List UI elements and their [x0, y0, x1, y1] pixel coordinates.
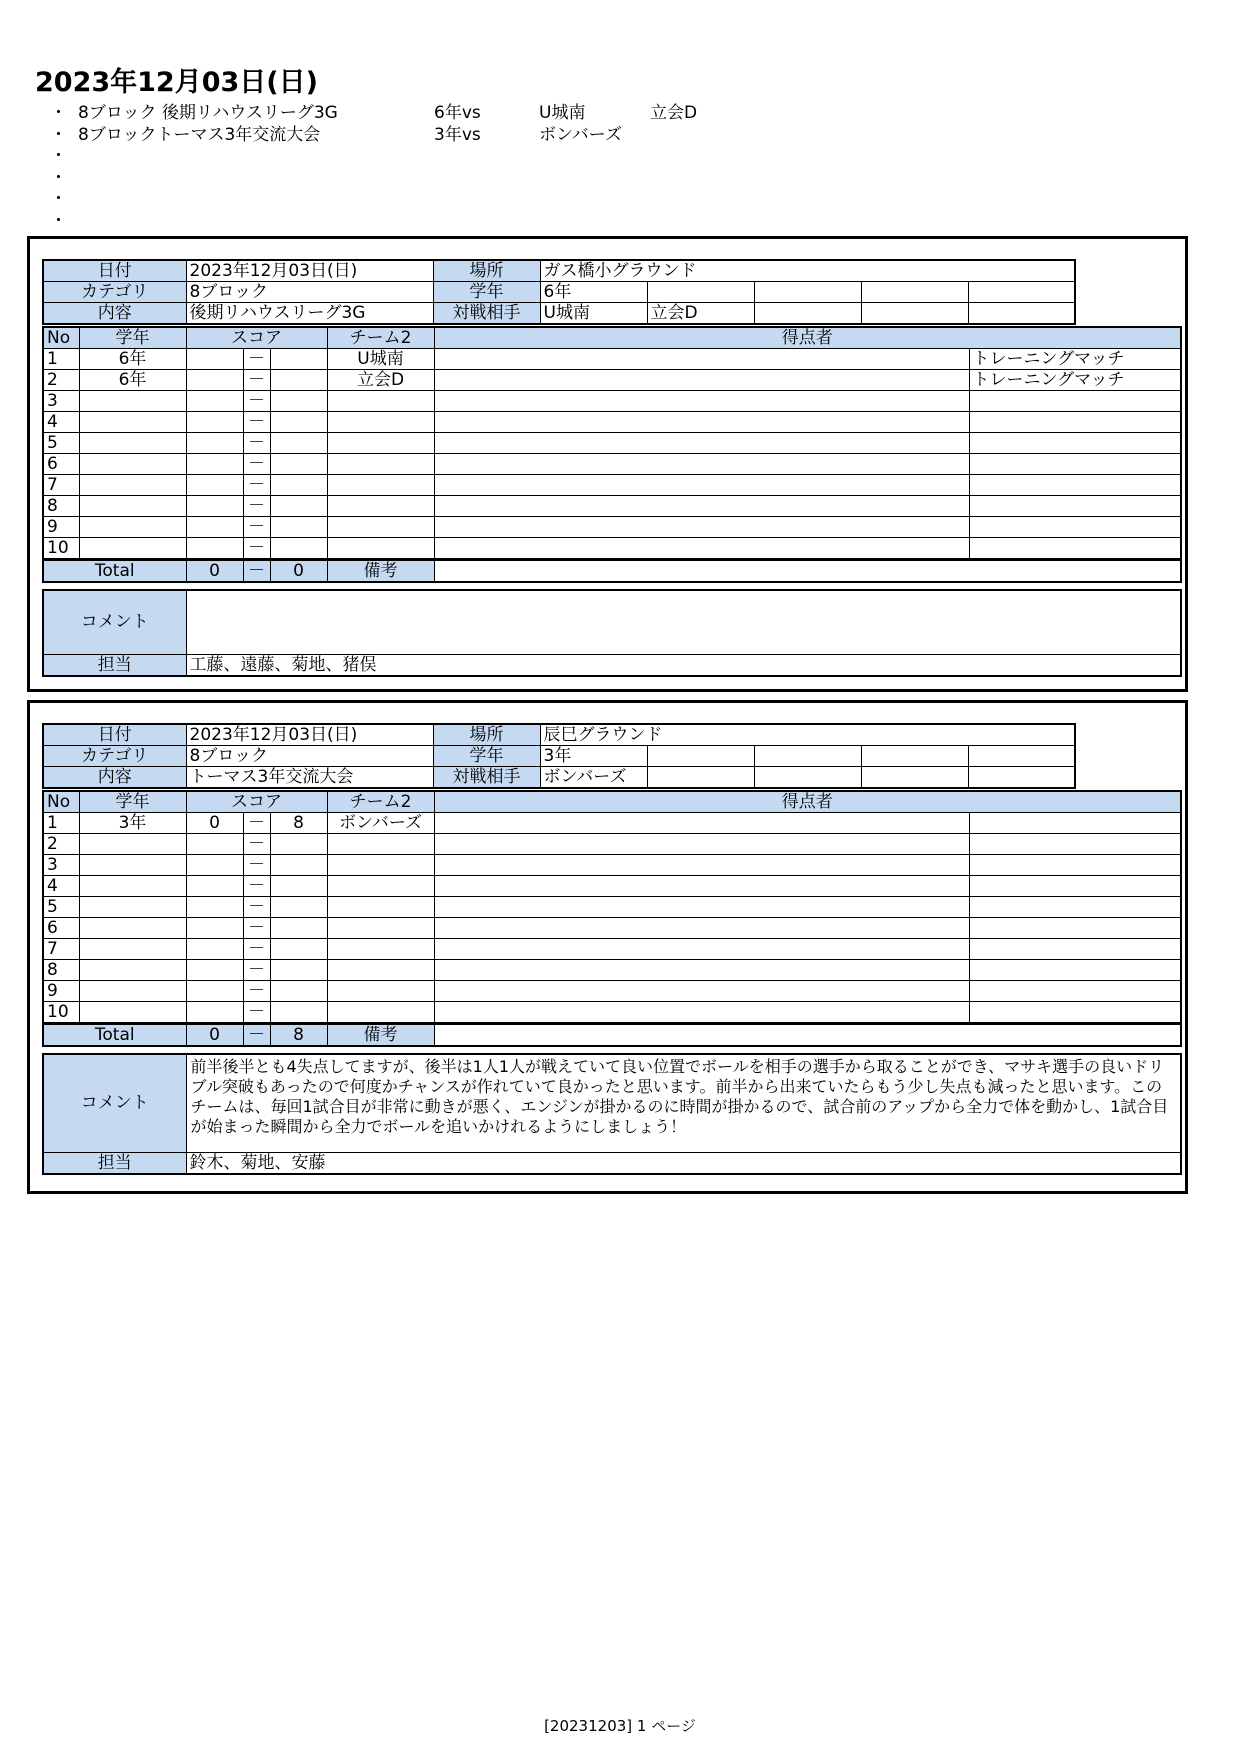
row-team2: ボンバーズ	[327, 813, 434, 834]
scorer-header: 得点者	[434, 791, 1181, 813]
results-table	[42, 326, 1182, 560]
empty-cell	[647, 746, 754, 767]
row-score-home	[186, 960, 243, 981]
row-score-away	[270, 370, 327, 391]
row-no: 10	[43, 1002, 79, 1024]
total-home: 0	[186, 1024, 243, 1046]
total-dash: －	[243, 1024, 270, 1046]
row-note	[969, 496, 1181, 517]
empty-cell	[754, 282, 861, 303]
staff-label: 担当	[43, 654, 186, 676]
empty-cell	[861, 767, 968, 789]
row-scorer	[434, 918, 969, 939]
row-grade	[79, 496, 186, 517]
row-note	[969, 538, 1181, 560]
row-score-dash: －	[243, 813, 270, 834]
row-score-home	[186, 496, 243, 517]
row-score-home	[186, 370, 243, 391]
staff-value: 鈴木、菊地、安藤	[186, 1152, 1181, 1174]
comment-table	[42, 589, 1182, 677]
empty-cell	[968, 767, 1075, 789]
row-score-home	[186, 1002, 243, 1024]
row-note: トレーニングマッチ	[969, 349, 1181, 370]
row-score-away	[270, 855, 327, 876]
row-score-away	[270, 876, 327, 897]
row-scorer	[434, 517, 969, 538]
row-score-dash: －	[243, 897, 270, 918]
row-grade	[79, 897, 186, 918]
bullet: ・	[50, 189, 67, 209]
page-title: 2023年12月03日(日)	[35, 67, 318, 98]
row-scorer	[434, 538, 969, 560]
summary-event: 8ブロックトーマス3年交流大会	[78, 124, 321, 145]
row-team2	[327, 981, 434, 1002]
row-scorer	[434, 897, 969, 918]
row-no: 8	[43, 960, 79, 981]
row-score-dash: －	[243, 1002, 270, 1024]
summary-opponent: U城南	[539, 103, 586, 123]
row-team2: U城南	[327, 349, 434, 370]
team2-header: チーム2	[327, 791, 434, 813]
total-away: 8	[270, 1024, 327, 1046]
opponent-value: ボンバーズ	[540, 767, 647, 789]
row-note	[969, 876, 1181, 897]
team2-header: チーム2	[327, 327, 434, 349]
remarks-label: 備考	[327, 560, 434, 582]
row-score-home	[186, 981, 243, 1002]
row-score-dash: －	[243, 496, 270, 517]
row-score-dash: －	[243, 370, 270, 391]
row-grade	[79, 454, 186, 475]
place-value: ガス橋小グラウンド	[540, 260, 1075, 282]
total-table	[42, 1023, 1182, 1047]
row-score-home	[186, 475, 243, 496]
row-grade	[79, 918, 186, 939]
comment-table	[42, 1053, 1182, 1175]
grade-value: 3年	[540, 746, 647, 767]
row-grade: 6年	[79, 349, 186, 370]
remarks-value	[434, 560, 1181, 582]
row-scorer	[434, 349, 969, 370]
row-grade	[79, 433, 186, 454]
table-row	[43, 918, 1181, 939]
row-score-dash: －	[243, 391, 270, 412]
row-grade	[79, 391, 186, 412]
row-no: 7	[43, 475, 79, 496]
table-row	[43, 517, 1181, 538]
content-value: トーマス3年交流大会	[186, 767, 433, 789]
row-score-home	[186, 412, 243, 433]
match-info-table	[42, 259, 1076, 325]
row-no: 5	[43, 433, 79, 454]
row-score-home	[186, 454, 243, 475]
row-no: 9	[43, 981, 79, 1002]
row-team2	[327, 834, 434, 855]
row-score-away: 8	[270, 813, 327, 834]
row-note	[969, 918, 1181, 939]
row-score-dash: －	[243, 939, 270, 960]
row-scorer	[434, 981, 969, 1002]
row-grade	[79, 960, 186, 981]
score-header: スコア	[186, 327, 327, 349]
row-score-dash: －	[243, 433, 270, 454]
row-note	[969, 1002, 1181, 1024]
summary-opponent: ボンバーズ	[539, 124, 622, 145]
table-row	[43, 1002, 1181, 1024]
row-no: 2	[43, 370, 79, 391]
empty-cell	[754, 303, 861, 325]
row-score-away	[270, 433, 327, 454]
row-team2	[327, 454, 434, 475]
total-label: Total	[43, 1024, 186, 1046]
row-note	[969, 939, 1181, 960]
match-info-table	[42, 723, 1076, 789]
row-score-home: 0	[186, 813, 243, 834]
row-score-away	[270, 349, 327, 370]
row-note	[969, 391, 1181, 412]
row-no: 3	[43, 391, 79, 412]
row-note	[969, 855, 1181, 876]
row-scorer	[434, 939, 969, 960]
scorer-header: 得点者	[434, 327, 1181, 349]
row-scorer	[434, 834, 969, 855]
opponent-label: 対戦相手	[433, 303, 540, 325]
row-score-home	[186, 939, 243, 960]
content-value: 後期リハウスリーグ3G	[186, 303, 433, 325]
table-row	[43, 876, 1181, 897]
grade-label: 学年	[433, 746, 540, 767]
row-score-dash: －	[243, 855, 270, 876]
empty-cell	[647, 282, 754, 303]
empty-cell	[968, 746, 1075, 767]
table-row	[43, 433, 1181, 454]
row-scorer	[434, 855, 969, 876]
date-label: 日付	[43, 724, 186, 746]
row-score-away	[270, 960, 327, 981]
row-scorer	[434, 454, 969, 475]
row-score-away	[270, 981, 327, 1002]
total-label: Total	[43, 560, 186, 582]
row-team2	[327, 1002, 434, 1024]
row-grade	[79, 939, 186, 960]
row-score-dash: －	[243, 834, 270, 855]
row-scorer	[434, 370, 969, 391]
row-no: 4	[43, 412, 79, 433]
table-row	[43, 454, 1181, 475]
table-row	[43, 496, 1181, 517]
table-row	[43, 349, 1181, 370]
row-grade	[79, 855, 186, 876]
remarks-label: 備考	[327, 1024, 434, 1046]
row-score-away	[270, 475, 327, 496]
grade-value: 6年	[540, 282, 647, 303]
empty-cell	[861, 746, 968, 767]
category-label: カテゴリ	[43, 282, 186, 303]
row-grade	[79, 1002, 186, 1024]
table-row	[43, 939, 1181, 960]
grade-label: 学年	[433, 282, 540, 303]
row-note	[969, 475, 1181, 496]
row-note	[969, 412, 1181, 433]
table-row	[43, 538, 1181, 560]
category-label: カテゴリ	[43, 746, 186, 767]
row-grade	[79, 517, 186, 538]
row-note	[969, 834, 1181, 855]
row-note	[969, 517, 1181, 538]
date-label: 日付	[43, 260, 186, 282]
row-grade	[79, 834, 186, 855]
row-note	[969, 981, 1181, 1002]
row-team2	[327, 496, 434, 517]
summary-grade: 6年vs	[434, 103, 481, 123]
comment-text	[186, 590, 1181, 654]
row-scorer	[434, 391, 969, 412]
category-value: 8ブロック	[186, 282, 433, 303]
row-scorer	[434, 412, 969, 433]
row-team2	[327, 918, 434, 939]
row-grade: 3年	[79, 813, 186, 834]
bullet: ・	[50, 146, 67, 166]
row-score-home	[186, 538, 243, 560]
staff-label: 担当	[43, 1152, 186, 1174]
table-row	[43, 855, 1181, 876]
opponent-label: 対戦相手	[433, 767, 540, 789]
row-score-away	[270, 412, 327, 433]
row-team2	[327, 433, 434, 454]
opponent-value: U城南	[540, 303, 647, 325]
table-row	[43, 981, 1181, 1002]
row-note	[969, 813, 1181, 834]
row-scorer	[434, 960, 969, 981]
row-score-away	[270, 454, 327, 475]
date-value: 2023年12月03日(日)	[186, 260, 433, 282]
row-score-dash: －	[243, 981, 270, 1002]
total-table	[42, 559, 1182, 583]
row-scorer	[434, 433, 969, 454]
grade-header: 学年	[79, 327, 186, 349]
row-score-away	[270, 918, 327, 939]
row-score-home	[186, 517, 243, 538]
row-scorer	[434, 475, 969, 496]
row-scorer	[434, 876, 969, 897]
row-no: 6	[43, 918, 79, 939]
row-score-away	[270, 1002, 327, 1024]
row-team2	[327, 939, 434, 960]
row-score-home	[186, 391, 243, 412]
row-score-dash: －	[243, 960, 270, 981]
row-scorer	[434, 496, 969, 517]
empty-cell	[861, 282, 968, 303]
row-score-dash: －	[243, 475, 270, 496]
row-score-dash: －	[243, 349, 270, 370]
row-score-home	[186, 876, 243, 897]
summary-grade: 3年vs	[434, 124, 481, 145]
summary-opponent: 立会D	[650, 103, 698, 123]
empty-cell	[968, 282, 1075, 303]
row-score-home	[186, 349, 243, 370]
row-note	[969, 433, 1181, 454]
score-header: スコア	[186, 791, 327, 813]
row-scorer	[434, 1002, 969, 1024]
row-no: 1	[43, 349, 79, 370]
row-grade: 6年	[79, 370, 186, 391]
place-label: 場所	[433, 724, 540, 746]
row-score-home	[186, 834, 243, 855]
row-note	[969, 454, 1181, 475]
total-dash: －	[243, 560, 270, 582]
row-grade	[79, 475, 186, 496]
place-label: 場所	[433, 260, 540, 282]
table-row	[43, 813, 1181, 834]
table-row	[43, 897, 1181, 918]
match-report-1	[27, 236, 1188, 692]
row-team2	[327, 960, 434, 981]
row-score-away	[270, 517, 327, 538]
table-row	[43, 834, 1181, 855]
row-score-away	[270, 939, 327, 960]
row-grade	[79, 876, 186, 897]
row-grade	[79, 412, 186, 433]
row-team2	[327, 538, 434, 560]
row-score-home	[186, 433, 243, 454]
row-team2	[327, 897, 434, 918]
category-value: 8ブロック	[186, 746, 433, 767]
match-report-2	[27, 700, 1188, 1194]
opponent-value	[647, 767, 754, 789]
row-note: トレーニングマッチ	[969, 370, 1181, 391]
remarks-value	[434, 1024, 1181, 1046]
row-note	[969, 960, 1181, 981]
table-row	[43, 475, 1181, 496]
row-score-away	[270, 391, 327, 412]
row-score-away	[270, 834, 327, 855]
no-header: No	[43, 791, 79, 813]
empty-cell	[754, 746, 861, 767]
row-team2	[327, 876, 434, 897]
bullet: ・	[50, 103, 67, 123]
row-score-away	[270, 496, 327, 517]
comment-text: 前半後半とも4失点してますが、後半は1人1人が戦えていて良い位置でボールを相手の選手から取ることができ、マサキ選手の良いドリブル突破もあったので何度かチャンスが作れていて良かったと思います。前半から出来ていたらもう少し失点も減ったと思います。このチームは、毎回1試合目が非常に動きが悪く、エンジンが掛かるのに時間が掛かるので、試合前のアップから全力で体を動かし、1試合目が始まった瞬間から全力でボールを追いかけれるようにしましょう！	[186, 1054, 1181, 1152]
row-score-dash: －	[243, 454, 270, 475]
row-team2	[327, 391, 434, 412]
row-grade	[79, 981, 186, 1002]
row-no: 6	[43, 454, 79, 475]
row-team2	[327, 475, 434, 496]
page-footer: [20231203] 1 ページ	[544, 1717, 696, 1735]
table-row	[43, 370, 1181, 391]
total-away: 0	[270, 560, 327, 582]
table-row	[43, 391, 1181, 412]
bullet: ・	[50, 167, 67, 188]
row-team2	[327, 517, 434, 538]
row-no: 4	[43, 876, 79, 897]
grade-header: 学年	[79, 791, 186, 813]
bullet: ・	[50, 210, 67, 231]
row-no: 9	[43, 517, 79, 538]
staff-value: 工藤、遠藤、菊地、猪俣	[186, 654, 1181, 676]
row-score-home	[186, 918, 243, 939]
row-score-dash: －	[243, 876, 270, 897]
row-no: 1	[43, 813, 79, 834]
date-value: 2023年12月03日(日)	[186, 724, 433, 746]
empty-cell	[861, 303, 968, 325]
row-no: 10	[43, 538, 79, 560]
row-score-dash: －	[243, 412, 270, 433]
row-team2	[327, 412, 434, 433]
empty-cell	[968, 303, 1075, 325]
row-score-dash: －	[243, 538, 270, 560]
place-value: 辰巳グラウンド	[540, 724, 1075, 746]
total-home: 0	[186, 560, 243, 582]
row-no: 8	[43, 496, 79, 517]
no-header: No	[43, 327, 79, 349]
row-note	[969, 897, 1181, 918]
content-label: 内容	[43, 303, 186, 325]
row-no: 2	[43, 834, 79, 855]
row-no: 3	[43, 855, 79, 876]
empty-cell	[754, 767, 861, 789]
content-label: 内容	[43, 767, 186, 789]
comment-label: コメント	[43, 590, 186, 654]
summary-event: 8ブロック 後期リハウスリーグ3G	[78, 103, 338, 123]
bullet: ・	[50, 124, 67, 145]
row-score-away	[270, 538, 327, 560]
row-score-dash: －	[243, 918, 270, 939]
comment-label: コメント	[43, 1054, 186, 1152]
table-row	[43, 960, 1181, 981]
opponent-value: 立会D	[647, 303, 754, 325]
row-scorer	[434, 813, 969, 834]
row-grade	[79, 538, 186, 560]
row-score-home	[186, 855, 243, 876]
row-no: 5	[43, 897, 79, 918]
row-score-home	[186, 897, 243, 918]
row-no: 7	[43, 939, 79, 960]
row-score-dash: －	[243, 517, 270, 538]
row-score-away	[270, 897, 327, 918]
results-table	[42, 790, 1182, 1024]
row-team2: 立会D	[327, 370, 434, 391]
row-team2	[327, 855, 434, 876]
table-row	[43, 412, 1181, 433]
